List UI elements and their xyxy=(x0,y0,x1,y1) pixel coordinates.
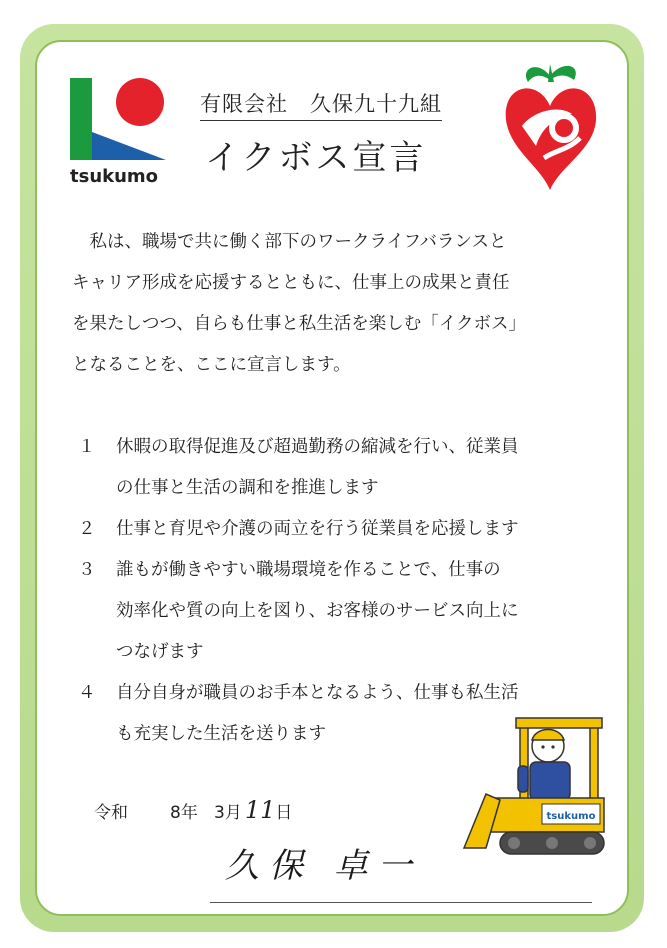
heart-emblem-icon xyxy=(498,54,602,196)
bulldozer-badge: tsukumo xyxy=(546,811,596,822)
signature: 久保 卓一 xyxy=(225,846,422,886)
list-item xyxy=(78,550,606,673)
list-item xyxy=(78,427,606,509)
declaration-items xyxy=(78,427,606,755)
item-text: 休暇の取得促進及び超過勤務の縮減を行い、従業員 xyxy=(116,437,519,457)
signature-line xyxy=(210,902,592,903)
declaration-intro xyxy=(72,222,600,386)
company-name: 有限会社 久保九十九組 xyxy=(200,88,442,121)
date-month: 3月 xyxy=(214,803,242,823)
item-text: 仕事と育児や介護の両立を行う従業員を応援します xyxy=(116,519,519,539)
item-number: ３ xyxy=(78,560,96,580)
date-era: 令和 xyxy=(94,803,128,823)
page-title: イクボス宣言 xyxy=(205,138,427,178)
date-day-handwritten: 11 xyxy=(244,796,276,824)
intro-line: を果たしつつ、自らも仕事と私生活を楽しむ「イクボス」 xyxy=(72,314,526,334)
bulldozer-mascot-icon xyxy=(456,716,608,866)
date-day-suffix: 日 xyxy=(275,803,293,823)
intro-line: となることを、ここに宣言します。 xyxy=(72,355,351,375)
declaration-date xyxy=(94,796,292,824)
item-text: つなげます xyxy=(116,642,204,662)
item-text: 誰もが働きやすい職場環境を作ることで、仕事の xyxy=(116,560,501,580)
item-text: の仕事と生活の調和を推進します xyxy=(116,478,379,498)
item-text: 自分自身が職員のお手本となるよう、仕事も私生活 xyxy=(116,683,519,703)
intro-line: キャリア形成を応援するとともに、仕事上の成果と責任 xyxy=(72,273,510,293)
date-year: 8年 xyxy=(170,803,198,823)
logo-wordmark: tsukumo xyxy=(70,166,159,187)
list-item xyxy=(78,509,606,550)
item-number: ４ xyxy=(78,683,96,703)
item-text: 効率化や質の向上を図り、お客様のサービス向上に xyxy=(116,601,519,621)
item-number: ２ xyxy=(78,519,96,539)
item-number: １ xyxy=(78,437,96,457)
intro-line: 私は、職場で共に働く部下のワークライフバランスと xyxy=(72,232,507,252)
item-text: も充実した生活を送ります xyxy=(116,724,326,744)
